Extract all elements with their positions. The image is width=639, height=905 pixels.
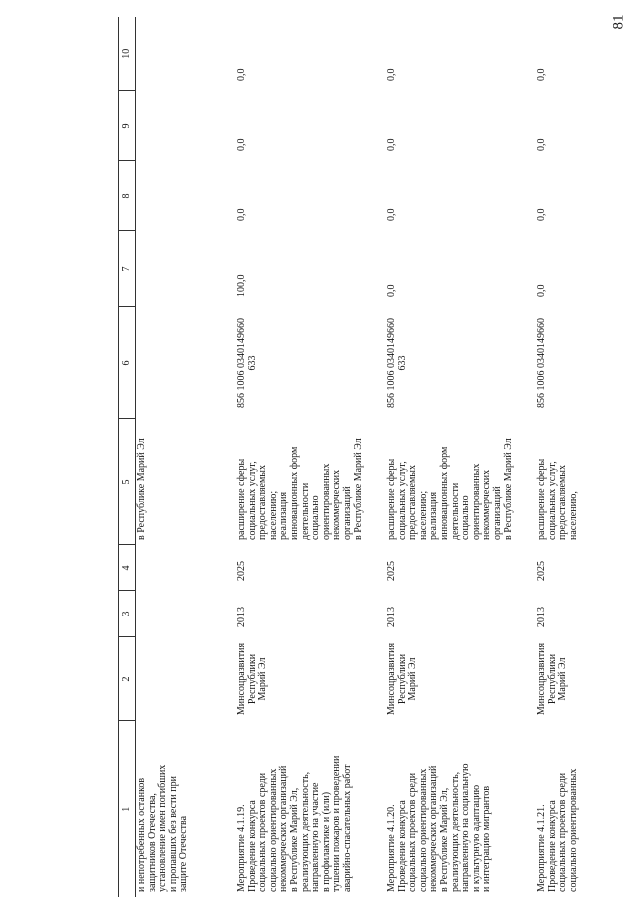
text-line: и непотребенных останков (136, 777, 147, 892)
activity-cell (536, 721, 639, 897)
text-line: Проведение конкурса (396, 800, 408, 892)
table-row (536, 17, 639, 897)
text-line: деятельности (449, 482, 461, 540)
text-line: в Республике Марий Эл (352, 438, 364, 540)
result-cell (236, 419, 386, 545)
text-line: предоставляемых (407, 464, 419, 540)
text-line: Минсоцразвития (536, 642, 547, 716)
text-line: социальных проектов среди (257, 772, 269, 892)
value-cell-8: 0,0 (236, 208, 247, 221)
text-line: населению; (417, 490, 429, 540)
activity-cell (386, 721, 536, 897)
text-line: аварийно-спасательных работ (341, 764, 353, 892)
responsible-cell (536, 637, 639, 721)
end-year-cell: 2025 (236, 561, 247, 581)
column-header-6: 6 (119, 307, 136, 419)
end-year-cell: 2025 (536, 561, 547, 581)
text-line: организаций (341, 486, 353, 540)
column-header-4: 4 (119, 545, 136, 591)
text-line: направленную на участие (310, 782, 322, 892)
table-row (236, 17, 386, 897)
text-line: предоставляемых (257, 464, 269, 540)
value-cell-8: 0,0 (386, 208, 397, 221)
responsible-cell (136, 637, 237, 721)
end-year-cell (136, 545, 237, 591)
text-line: Мероприятие 4.1.19. (236, 804, 247, 892)
header-row (119, 17, 136, 897)
text-line: социально (460, 495, 472, 540)
column-header-1: 1 (120, 806, 132, 812)
column-header-5: 5 (119, 419, 136, 545)
responsible-cell (386, 637, 536, 721)
column-header-10: 10 (119, 17, 136, 91)
text-line: реализация (428, 491, 440, 540)
program-table (118, 17, 615, 897)
text-line: Республики (246, 653, 258, 705)
table (118, 14, 639, 897)
budget-code-cell (536, 307, 639, 419)
text-line: некоммерческих организаций (428, 765, 440, 892)
start-year-cell (136, 591, 237, 637)
text-line: расширение сферы (536, 458, 547, 540)
text-line: Марий Эл (557, 657, 569, 701)
text-line: реализующих деятельность, (299, 771, 311, 892)
value-cell-8: 0,0 (536, 208, 547, 221)
text-line: некоммерческих организаций (278, 765, 290, 892)
value-cell-9 (136, 91, 237, 161)
value-cell-7 (136, 231, 237, 307)
start-year-cell: 2013 (236, 607, 247, 627)
text-line: в Республике Марий Эл (136, 438, 147, 540)
text-line: в Республике Марий Эл, (438, 787, 450, 892)
text-line: социальных услуг, (396, 461, 408, 540)
text-line: деятельности (299, 482, 311, 540)
value-cell-10 (136, 17, 237, 91)
text-line: населению; (267, 490, 279, 540)
column-header-7: 7 (119, 231, 136, 307)
text-line: в профилактике и (или) (320, 791, 332, 892)
text-line: ориентированных (470, 463, 482, 540)
text-line: социальных услуг, (546, 461, 558, 540)
value-cell-10: 0,0 (536, 68, 547, 81)
text-line: Минсоцразвития (386, 642, 397, 716)
text-line: реализующих деятельность, (449, 771, 461, 892)
text-line: реализация (278, 491, 290, 540)
text-line: и культурную адаптацию (470, 784, 482, 892)
text-line: Мероприятие 4.1.20. (386, 804, 397, 892)
text-line: организаций (491, 486, 503, 540)
text-line: социально ориентированных (417, 768, 429, 892)
text-line: 856 1006 0340149660 (386, 318, 397, 408)
text-line: социальных проектов среди (557, 772, 569, 892)
budget-code-cell (386, 307, 536, 419)
text-line: Мероприятие 4.1.21. (536, 804, 547, 892)
column-header-9: 9 (119, 91, 136, 161)
text-line: социально ориентированных (267, 768, 279, 892)
value-cell-7: 0,0 (536, 284, 547, 297)
start-year-cell: 2013 (386, 607, 397, 627)
text-line: 633 (396, 355, 408, 371)
text-line: Марий Эл (407, 657, 419, 701)
table-row (136, 17, 237, 897)
text-line: защитников Отечества, (146, 793, 158, 892)
start-year-cell: 2013 (536, 607, 547, 627)
activity-cell (136, 721, 237, 897)
text-line: тушении пожаров и проведении (331, 755, 343, 892)
text-line: некоммерческих (481, 469, 493, 540)
text-line: установление имен погибших (157, 764, 169, 892)
value-cell-10: 0,0 (386, 68, 397, 81)
text-line: в Республике Марий Эл (502, 438, 514, 540)
text-line: ориентированных (320, 463, 332, 540)
column-header-8: 8 (119, 161, 136, 231)
responsible-cell (236, 637, 386, 721)
value-cell-7: 0,0 (386, 284, 397, 297)
value-cell-8 (136, 161, 237, 231)
text-line: инновационных форм (438, 446, 450, 540)
text-line: некоммерческих (331, 469, 343, 540)
text-line: Республики (396, 653, 408, 705)
result-cell (386, 419, 536, 545)
text-line: защите Отечества (178, 815, 190, 892)
result-cell (536, 419, 639, 545)
text-line: расширение сферы (236, 458, 247, 540)
end-year-cell: 2025 (386, 561, 397, 581)
text-line: социальных услуг, (246, 461, 258, 540)
text-line: 856 1006 0340149660 (536, 318, 547, 408)
text-line: 856 1006 0340149660 (236, 318, 247, 408)
value-cell-9: 0,0 (536, 138, 547, 151)
text-line: Республики (546, 653, 558, 705)
text-line: в Республике Марий Эл, (288, 787, 300, 892)
value-cell-9: 0,0 (386, 138, 397, 151)
text-line: расширение сферы (386, 458, 397, 540)
column-header-3: 3 (119, 591, 136, 637)
page-number-text: 81 (610, 14, 626, 30)
text-line: предоставляемых (557, 464, 569, 540)
table-row (386, 17, 536, 897)
budget-code-cell (136, 307, 237, 419)
text-line: 633 (246, 355, 258, 371)
text-line: Марий Эл (257, 657, 269, 701)
text-line: социальных проектов среди (407, 772, 419, 892)
text-line: Проведение конкурса (246, 800, 258, 892)
value-cell-9: 0,0 (236, 138, 247, 151)
result-cell (136, 419, 237, 545)
text-line: населению, (567, 491, 579, 540)
text-line: инновационных форм (288, 446, 300, 540)
text-line: Минсоцразвития (236, 642, 247, 716)
text-line: социально (310, 495, 322, 540)
text-line: и пропавших без вести при (167, 776, 179, 892)
column-header-2: 2 (119, 637, 136, 721)
text-line: и интеграцию мигрантов (481, 785, 493, 892)
value-cell-10: 0,0 (236, 68, 247, 81)
text-line: Проведение конкурса (546, 800, 558, 892)
activity-cell (236, 721, 386, 897)
text-line: направленную на социальную (460, 763, 472, 892)
text-line: социально ориентированных (567, 768, 579, 892)
budget-code-cell (236, 307, 386, 419)
value-cell-7: 100,0 (236, 274, 247, 297)
